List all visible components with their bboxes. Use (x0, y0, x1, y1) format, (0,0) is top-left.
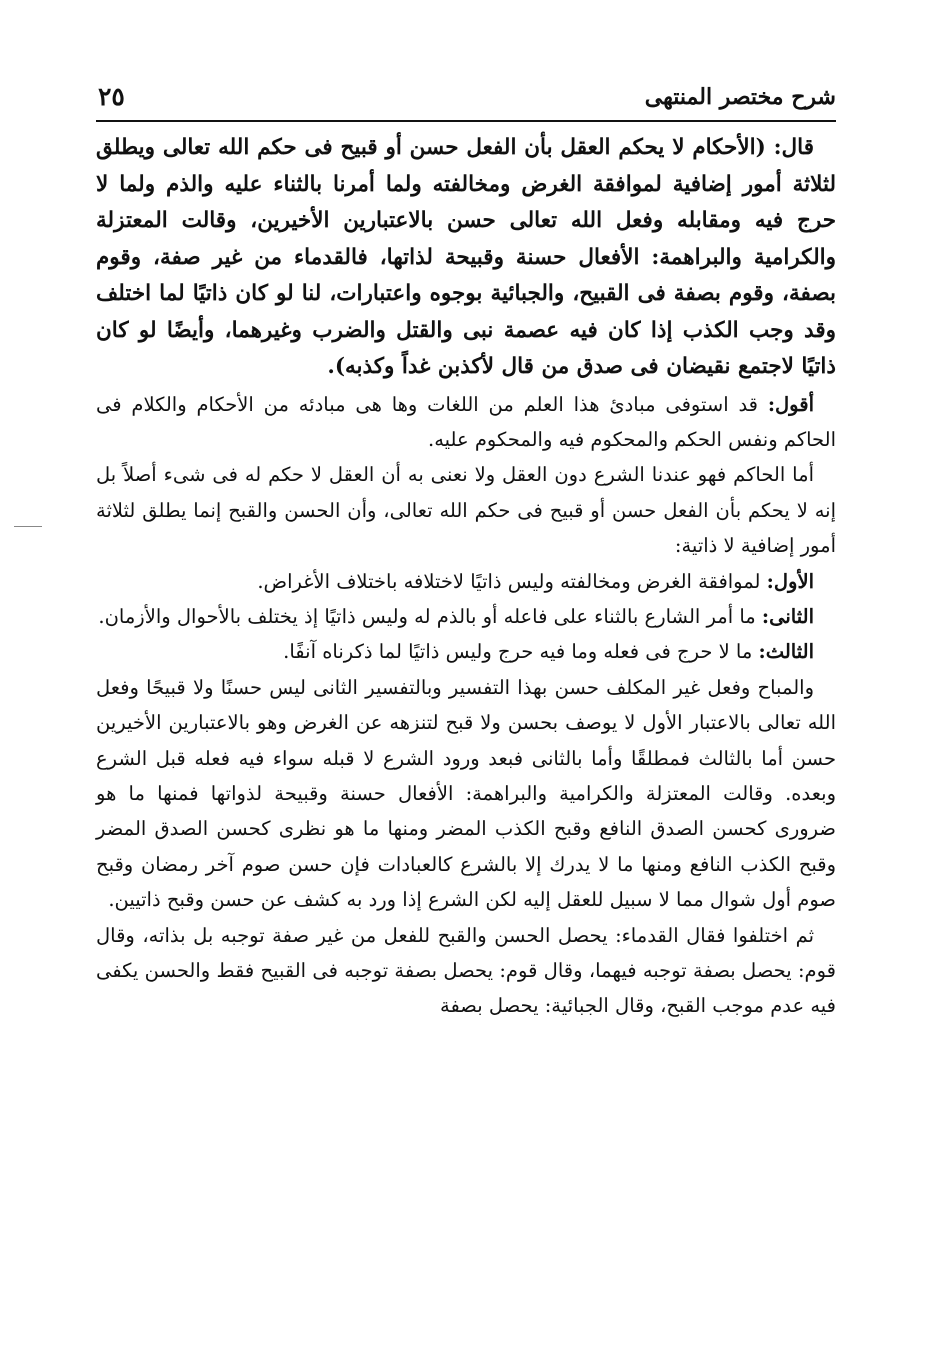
paragraph-text: ثم اختلفوا فقال القدماء: يحصل الحسن والقبح للفعل من غير صفة توجبه بل بذاته، وقال قوم: يحصل بصفة توجبه فيهما، وقال قوم: يحصل بصفة توجبه فى القبيح فقط والحسن يكفى فيه عدم موجب القبح، وقال الجبائية: يحصل بصفة (96, 923, 836, 1018)
page-number: ٢٥ (98, 82, 125, 111)
margin-mark (14, 526, 42, 527)
paragraph (96, 634, 836, 669)
book-title: شرح مختصر المنتهى (644, 84, 836, 110)
paragraph (96, 564, 836, 599)
paragraph-lead: الثالث: (758, 640, 814, 664)
paragraph-text: قد استوفى مبادئ هذا العلم من اللغات وها هى مبادئه من الأحكام والكلام فى الحاكم ونفس الحكم والمحكوم فيه والمحكوم عليه. (96, 392, 836, 451)
paragraph (96, 670, 836, 918)
paragraph-lead: أقول: (767, 392, 814, 416)
paragraph (96, 599, 836, 634)
paragraph-text: أما الحاكم فهو عندنا الشرع دون العقل ولا نعنى به أن العقل لا حكم له فى شىء أصلاً بل إنه لا يحكم بأن الفعل حسن أو قبيح فى حكم الله تعالى، وأن الحسن والقبح إنما يطلق لثلاثة أمور إضافية لا ذاتية: (96, 463, 836, 558)
paragraph-text: لموافقة الغرض ومخالفته وليس ذاتيًا لاختلافه باختلاف الأغراض. (257, 569, 767, 593)
paragraph-text: ما لا حرج فى فعله وما فيه حرج وليس ذاتيًا لما ذكرناه آنفًا. (283, 640, 759, 664)
paragraph-lead: الثانى: (761, 604, 814, 628)
page-body (96, 130, 836, 1024)
paragraph (96, 457, 836, 563)
paragraph-text: والمباح وفعل غير المكلف حسن بهذا التفسير وبالتفسير الثانى ليس حسنًا ولا قبيحًا وفعل الله تعالى بالاعتبار الأول لا يوصف بحسن ولا قبح لتنزهه عن الغرض وهو بالاعتبارين الأخيرين حسن أما بالثالث فمطلقًا وأما بالثانى فبعد ورود الشرع لا قبله سواء فيه فعله قبل الشرع وبعده. وقالت المعتزلة والكرامية والبراهمة: الأفعال حسنة وقبيحة لذواتها فمنها ما هو ضرورى كحسن الصدق النافع وقبح الكذب المضر ومنها ما هو نظرى كحسن الصدق المضر وقبح الكذب النافع ومنها ما لا يدرك إلا بالشرع كالعبادات فإن حسن صوم آخر رمضان وقبح صوم أول شوال مما لا سبيل للعقل إليه لكن الشرع إذا ورد به كشف عن حسن وقبح ذاتيين. (96, 675, 836, 912)
running-header (96, 82, 836, 122)
quoted-matn: قال: (الأحكام لا يحكم العقل بأن الفعل حسن أو قبيح فى حكم الله تعالى ويطلق لثلاثة أمور إضافية لموافقة الغرض ومخالفته ولما أمرنا بالثناء عليه والذم ولما لا حرج فيه ومقابله وفعل الله تعالى حسن بالاعتبارين الأخيرين، وقالت المعتزلة والكرامية والبراهمة: الأفعال حسنة وقبيحة لذاتها، فالقدماء من غير صفة، وقوم بصفة، وقوم بصفة فى القبيح، والجبائية بوجوه واعتبارات، لنا لو كان ذاتيًا لما اختلف وقد وجب الكذب إذا كان فيه عصمة نبى والقتل والضرب وغيرهما، وأيضًا لو كان ذاتيًا لاجتمع نقيضان فى صدق من قال لأكذبن غداً وكذبه). (96, 135, 836, 379)
paragraph-text: ما أمر الشارع بالثناء على فاعله أو بالذم له وليس ذاتيًا إذ يختلف بالأحوال والأزمان. (98, 604, 762, 628)
paragraph (96, 918, 836, 1024)
paragraph (96, 387, 836, 458)
paragraph-lead: الأول: (766, 569, 814, 593)
